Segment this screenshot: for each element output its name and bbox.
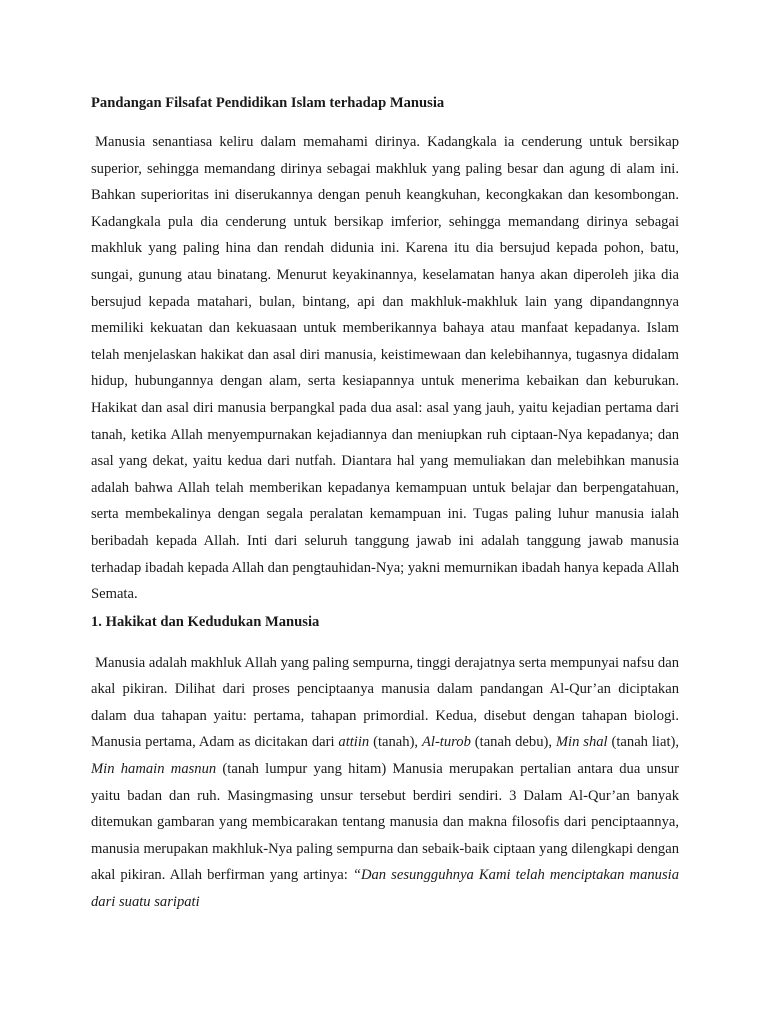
document-title: Pandangan Filsafat Pendidikan Islam terhadap Manusia bbox=[91, 95, 445, 111]
paragraph-text: (tanah debu), bbox=[470, 734, 556, 751]
paragraph-hakikat bbox=[91, 650, 679, 916]
paragraph-text: (tanah liat), bbox=[607, 734, 680, 751]
paragraph-text: Manusia adalah makhluk Allah yang paling sempurna, tinggi derajatnya serta mempunyai nafsu dan akal pikiran. Dilihat dari proses penciptaanya manusia dalam pandangan Al-Qur’an diciptakan dalam dua tahapan yaitu: pertama, tahapan primordial. Kedua, disebut dengan tahapan biologi. Manusia pertama, Adam as dicitakan dari bbox=[91, 654, 679, 751]
paragraph-text: (tanah), bbox=[369, 734, 422, 751]
document-page bbox=[91, 93, 679, 916]
paragraph-text: (tanah lumpur yang hitam) Manusia merupakan pertalian antara dua unsur yaitu badan dan ruh. Masingmasing unsur tersebut berdiri sendiri. 3 Dalam Al-Qur’an banyak ditemukan gambaran yang membicarakan tentang manusia dan makna filosofis dari penciptaannya, manusia merupakan makhluk-Nya paling sempurna dan sebaik-baik ciptaan yang dilengkapi dengan akal pikiran. Allah berfirman yang artinya: bbox=[91, 761, 679, 884]
quote-start: “Dan sesungguhnya Kami telah menciptakan manusia dari suatu saripati bbox=[91, 867, 679, 911]
term-minshal: Min shal bbox=[555, 734, 608, 751]
term-attiin: attiin bbox=[338, 734, 370, 751]
paragraph-intro: Manusia senantiasa keliru dalam memahami dirinya. Kadangkala ia cenderung untuk bersikap superior, sehingga memandang dirinya sebagai makhluk yang paling besar dan agung di alam ini. Bahkan superioritas ini diserukannya dengan penuh keangkuhan, kecongkakan dan kesombongan. Kadangkala pula dia cenderung untuk bersikap imferior, sehingga memandang dirinya sebagai makhluk yang paling hina dan rendah didunia ini. Karena itu dia bersujud kepada pohon, batu, sungai, gunung atau binatang. Menurut keyakinannya, keselamatan hanya akan diperoleh jika dia bersujud kepada matahari, bulan, bintang, api dan makhluk-makhluk lain yang dipandangnnya memiliki kekuatan dan kekuasaan untuk memberikannya bahaya atau manfaat kepadanya. Islam telah menjelaskan hakikat dan asal diri manusia, keistimewaan dan kelebihannya, tugasnya didalam hidup, hubungannya dengan alam, serta kesiapannya untuk menerima kebaikan dan keburukan. Hakikat dan asal diri manusia berpangkal pada dua asal: asal yang jauh, yaitu kejadian pertama dari tanah, ketika Allah menyempurnakan kejadiannya dan meniupkan ruh ciptaan-Nya kepadanya; dan asal yang dekat, yaitu kedua dari nutfah. Diantara hal yang memuliakan dan melebihkan manusia adalah bahwa Allah telah memberikan kepadanya kemampuan untuk belajar dan berpengatahuan, serta membekalinya dengan segala peralatan kemampuan ini. Tugas paling luhur manusia ialah beribadah kepada Allah. Inti dari seluruh tanggung jawab ini adalah tanggung jawab manusia terhadap ibadah kepada Allah dan pengtauhidan-Nya; yakni memurnikan ibadah hanya kepada Allah Semata. bbox=[91, 134, 679, 603]
term-minhamain: Min hamain masnun bbox=[91, 761, 217, 778]
term-alturob: Al-turob bbox=[421, 734, 471, 751]
section-heading-hakikat: 1. Hakikat dan Kedudukan Manusia bbox=[91, 613, 320, 630]
